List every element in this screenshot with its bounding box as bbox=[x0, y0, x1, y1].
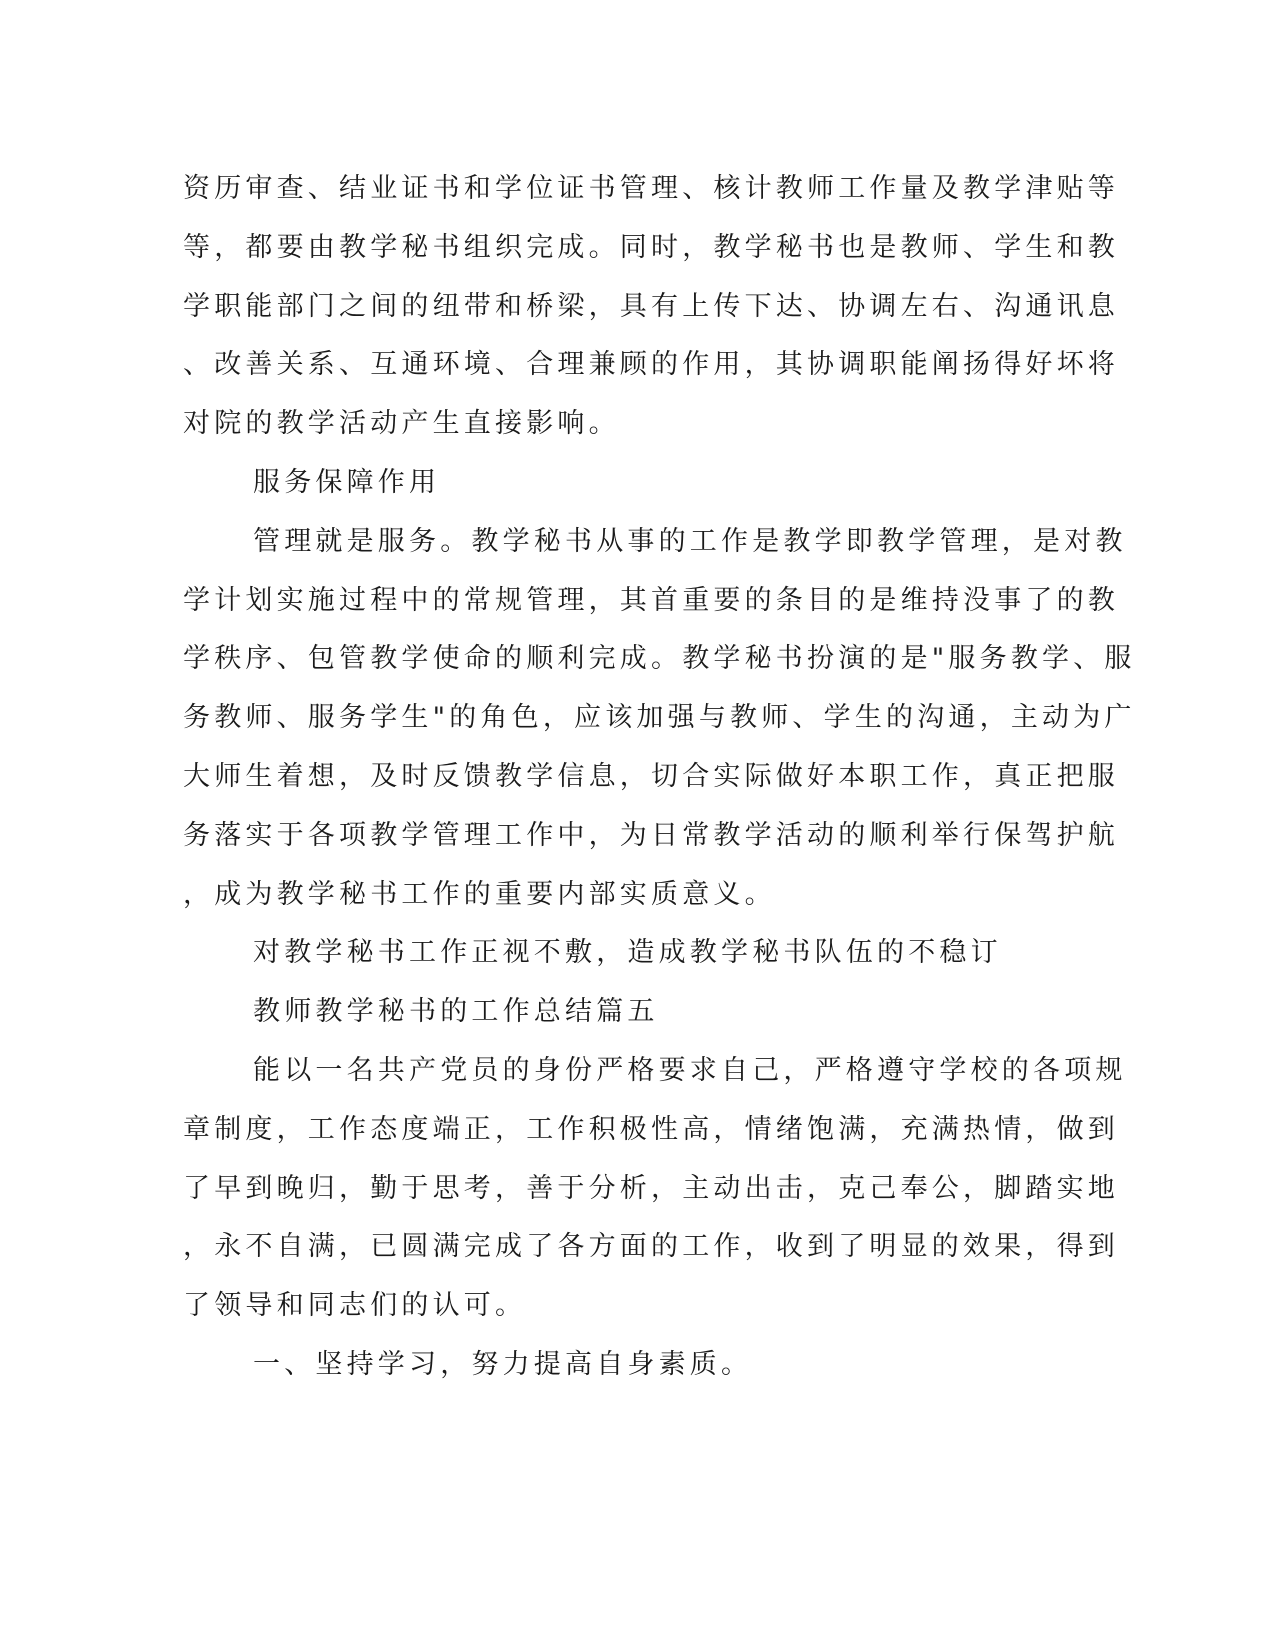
paragraph-first-line: 管理就是服务。教学秘书从事的工作是教学即教学管理，是对教 bbox=[253, 525, 1127, 557]
text-line: 了早到晚归，勤于思考，善于分析，主动出击，克己奉公，脚踏实地 bbox=[183, 1172, 1119, 1204]
text-line: 学秩序、包管教学使命的顺利完成。教学秘书扮演的是"服务教学、服 bbox=[183, 643, 1136, 675]
text-line: 了领导和同志们的认可。 bbox=[183, 1290, 527, 1322]
text-line: 学职能部门之间的纽带和桥梁，具有上传下达、协调左右、沟通讯息 bbox=[183, 290, 1119, 322]
text-line: 等，都要由教学秘书组织完成。同时，教学秘书也是教师、学生和教 bbox=[183, 231, 1119, 263]
text-line: 大师生着想，及时反馈教学信息，切合实际做好本职工作，真正把服 bbox=[183, 760, 1119, 792]
text-line: 务教师、服务学生"的角色，应该加强与教师、学生的沟通，主动为广 bbox=[183, 702, 1136, 734]
section-heading: 教师教学秘书的工作总结篇五 bbox=[253, 996, 659, 1028]
text-line: 章制度，工作态度端正，工作积极性高，情绪饱满，充满热情，做到 bbox=[183, 1113, 1119, 1145]
section-heading: 对教学秘书工作正视不敷，造成教学秘书队伍的不稳订 bbox=[253, 937, 1002, 969]
text-line: 务落实于各项教学管理工作中，为日常教学活动的顺利举行保驾护航 bbox=[183, 819, 1119, 851]
text-line: 、改善关系、互通环境、合理兼顾的作用，其协调职能阐扬得好坏将 bbox=[183, 349, 1119, 381]
section-heading: 服务保障作用 bbox=[253, 466, 441, 498]
text-line: ，永不自满，已圆满完成了各方面的工作，收到了明显的效果，得到 bbox=[183, 1231, 1119, 1263]
text-line: 资历审查、结业证书和学位证书管理、核计教师工作量及教学津贴等 bbox=[183, 173, 1119, 204]
paragraph-first-line: 能以一名共产党员的身份严格要求自己，严格遵守学校的各项规 bbox=[253, 1054, 1127, 1086]
document-body bbox=[183, 160, 1136, 1395]
text-line: 对院的教学活动产生直接影响。 bbox=[183, 408, 620, 440]
text-line: ，成为教学秘书工作的重要内部实质意义。 bbox=[183, 878, 776, 910]
text-line: 学计划实施过程中的常规管理，其首重要的条目的是维持没事了的教 bbox=[183, 584, 1119, 616]
section-heading: 一、坚持学习，努力提高自身素质。 bbox=[253, 1348, 753, 1380]
